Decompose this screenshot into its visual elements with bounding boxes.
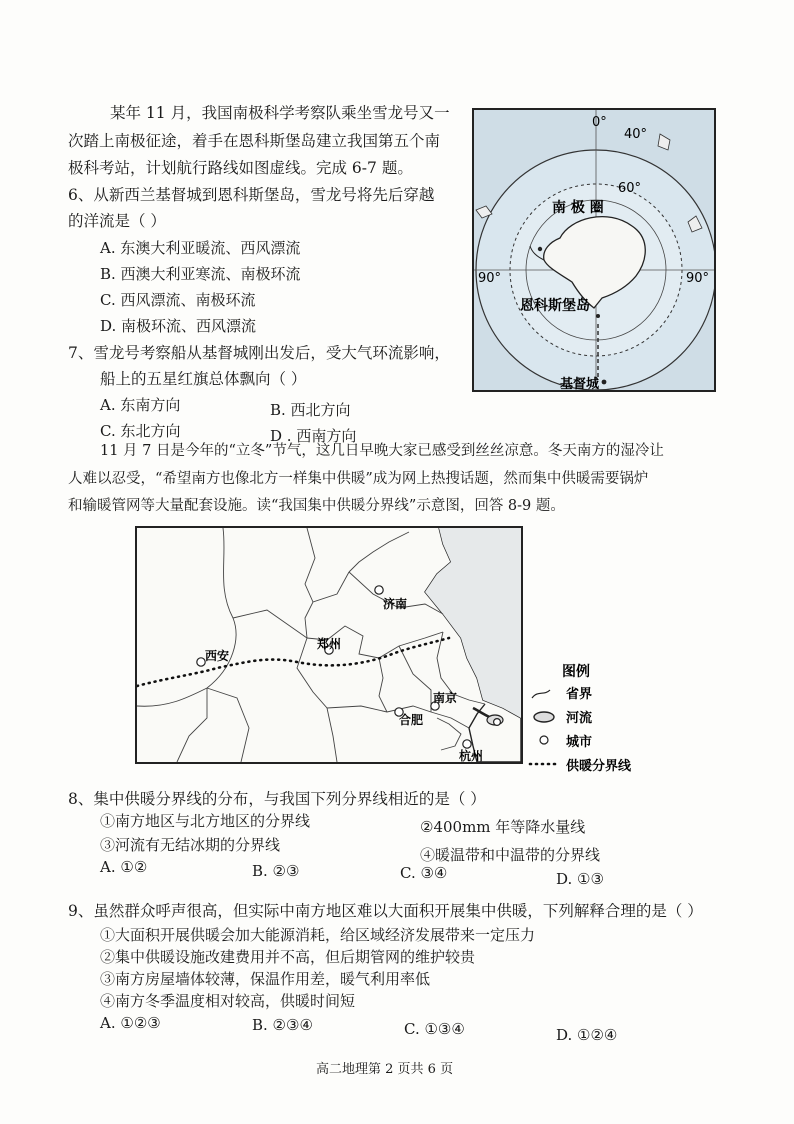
city-hefei-label: 合肥: [399, 713, 424, 727]
city-shanghai-marker: [494, 719, 501, 726]
q6-option-b: B. 西澳大利亚寒流、南极环流: [100, 265, 301, 283]
q8-statement-4: ④暖温带和中温带的分界线: [420, 846, 601, 864]
antarctic-map-graphic: [474, 110, 714, 390]
page-footer: 高二地理第 2 页共 6 页: [316, 1062, 454, 1077]
q9-option-a: A. ①②③: [100, 1014, 161, 1032]
city-point: [602, 380, 607, 385]
q8-option-a: A. ①②: [100, 858, 148, 876]
legend-city-label: 城市: [566, 735, 593, 750]
q9-statement-2: ②集中供暖设施改建费用并不高，但后期管网的维护较贵: [100, 948, 476, 966]
passage2-line-2: 人难以忍受，“希望南方也像北方一样集中供暖”成为网上热搜话题，然而集中供暖需要锅炉: [68, 471, 649, 487]
label-60: 60°: [618, 181, 642, 196]
city-jinan-label: 济南: [383, 597, 408, 611]
intro-line-2: 次踏上南极征途，着手在恩科斯堡岛建立我国第五个南: [68, 132, 441, 150]
q6-stem-2: 的洋流是（ ）: [68, 212, 166, 230]
q7-option-a: A. 东南方向: [100, 396, 181, 414]
q7-stem-2: 船上的五星红旗总体飘向（ ）: [100, 370, 307, 388]
intro-line-3: 极科考站，计划航行路线如图虚线。完成 6-7 题。: [68, 159, 413, 177]
legend-water-symbol: [534, 712, 554, 722]
passage2-line-3: 和输暖管网等大量配套设施。读“我国集中供暖分界线”示意图，回答 8-9 题。: [68, 498, 565, 514]
q8-option-b: B. ②③: [252, 862, 300, 880]
q8-option-d: D. ①③: [556, 870, 604, 888]
label-40: 40°: [624, 127, 648, 142]
q8-stem: 8、集中供暖分界线的分布，与我国下列分界线相近的是（ ）: [68, 790, 486, 808]
antarctic-map: [472, 108, 716, 392]
q8-statement-2: ②400mm 年等降水量线: [420, 818, 586, 836]
intro-line-1: 某年 11 月，我国南极科学考察队乘坐雪龙号又一: [110, 104, 450, 122]
q9-stem: 9、虽然群众呼声很高，但实际中南方地区难以大面积开展集中供暖，下列解释合理的是（ ）: [68, 902, 703, 920]
city-zhengzhou-label: 郑州: [317, 637, 342, 651]
q6-option-a: A. 东澳大利亚暖流、西风漂流: [100, 239, 301, 257]
q9-statement-4: ④南方冬季温度相对较高，供暖时间短: [100, 992, 356, 1010]
q6-option-c: C. 西风漂流、南极环流: [100, 291, 256, 309]
label-antarctic-circle: 南 极 圈: [552, 200, 604, 216]
passage2-line-1: 11 月 7 日是今年的“立冬”节气，这几日早晚大家已感受到丝丝凉意。冬天南方的湿冷让: [100, 443, 664, 459]
city-xian-marker: [197, 658, 205, 666]
legend-line-label: 供暖分界线: [566, 759, 632, 774]
city-hangzhou-marker: [463, 740, 471, 748]
label-0: 0°: [592, 115, 607, 130]
heating-boundary-map: [135, 526, 523, 764]
map-legend: [528, 660, 668, 780]
city-hangzhou-label: 杭州: [459, 749, 484, 762]
legend-water-label: 河流: [566, 711, 593, 726]
q7-option-b: B. 西北方向: [270, 401, 351, 419]
legend-city-symbol: [540, 736, 548, 744]
city-nanjing-label: 南京: [433, 691, 458, 705]
q6-stem-1: 6、从新西兰基督城到恩科斯堡岛，雪龙号将先后穿越: [68, 186, 435, 204]
city-xian-label: 西安: [205, 649, 230, 663]
heating-boundary-map-graphic: [137, 528, 521, 762]
q6-option-d: D. 南极环流、西风漂流: [100, 317, 257, 335]
q9-option-c: C. ①③④: [404, 1020, 465, 1038]
legend-border-label: 省界: [566, 687, 593, 702]
q7-stem-1: 7、雪龙号考察船从基督城刚出发后，受大气环流影响，: [68, 344, 450, 362]
legend-border-symbol: [532, 690, 550, 698]
q8-option-c: C. ③④: [400, 864, 448, 882]
q9-option-b: B. ②③④: [252, 1016, 313, 1034]
q9-statement-3: ③南方房屋墙体较薄，保温作用差，暖气利用率低: [100, 970, 431, 988]
q7-option-d: D . 西南方向: [270, 427, 357, 445]
q7-option-c: C. 东北方向: [100, 422, 181, 440]
city-jinan-marker: [375, 586, 383, 594]
label-station: 恩科斯堡岛: [520, 298, 590, 314]
station-point: [596, 314, 600, 318]
label-90-west: 90°: [478, 271, 502, 286]
legend-title: 图例: [562, 664, 590, 680]
label-city: 基督城: [560, 377, 600, 390]
label-90-east: 90°: [686, 271, 710, 286]
q8-statement-3: ③河流有无结冰期的分界线: [100, 836, 281, 854]
q9-option-d: D. ①②④: [556, 1026, 618, 1044]
q9-statement-1: ①大面积开展供暖会加大能源消耗，给区域经济发展带来一定压力: [100, 926, 536, 944]
q8-statement-1: ①南方地区与北方地区的分界线: [100, 812, 311, 830]
